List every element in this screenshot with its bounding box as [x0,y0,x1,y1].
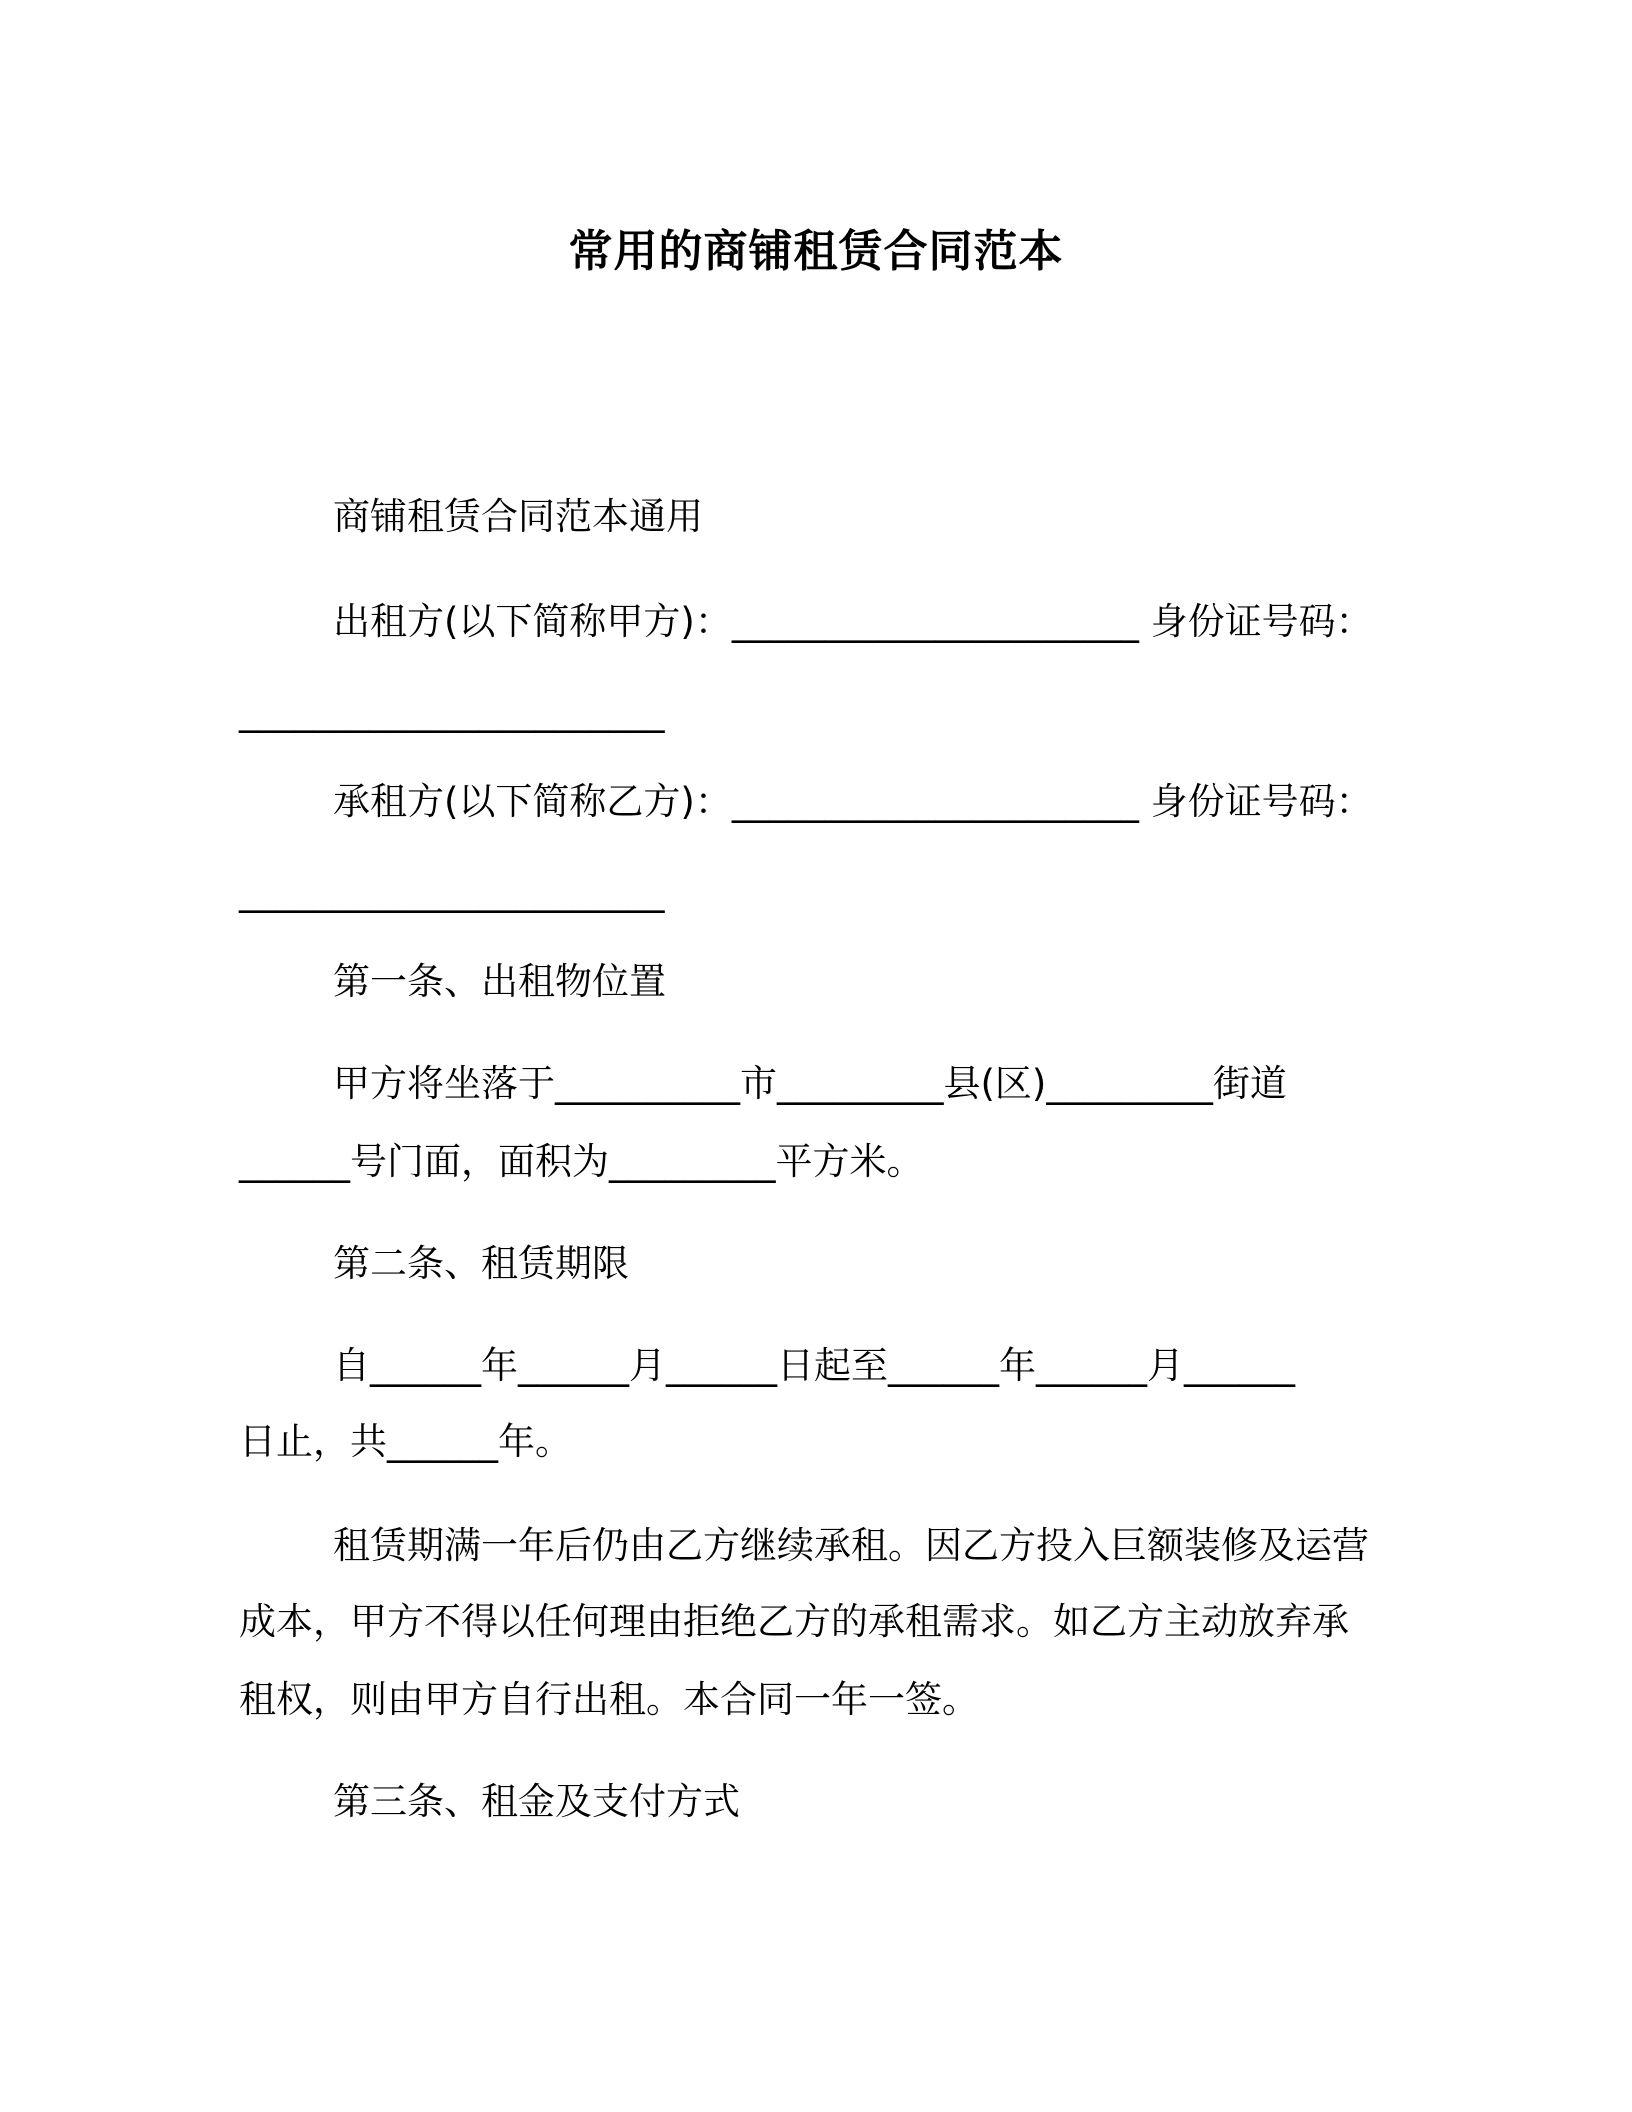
article-1-heading: 第一条、出租物位置 [333,960,666,1003]
lessee-id-blank-line: _______________________ [239,870,665,913]
document-title: 常用的商铺租赁合同范本 [568,226,1064,277]
article-3-heading: 第三条、租金及支付方式 [333,1780,740,1823]
renewal-line-1: 租赁期满一年后仍由乙方继续承租。因乙方投入巨额装修及运营 [333,1524,1369,1567]
lessor-line: 出租方(以下简称甲方)：______________________ 身份证号码： [333,600,1373,643]
renewal-line-2: 成本，甲方不得以任何理由拒绝乙方的承租需求。如乙方主动放弃承 [239,1600,1349,1643]
subtitle-line: 商铺租赁合同范本通用 [333,495,703,538]
lessor-id-blank-line: _______________________ [239,690,665,733]
lessee-line: 承租方(以下简称乙方)：______________________ 身份证号码： [333,780,1373,823]
location-line-1: 甲方将坐落于__________市_________县(区)_________街道 [333,1062,1287,1105]
location-line-2: ______号门面，面积为_________平方米。 [239,1140,924,1183]
renewal-line-3: 租权，则由甲方自行出租。本合同一年一签。 [239,1678,979,1721]
term-line-1: 自______年______月______日起至______年______月______ [333,1344,1295,1387]
term-line-2: 日止，共______年。 [239,1420,572,1463]
article-2-heading: 第二条、租赁期限 [333,1242,629,1285]
